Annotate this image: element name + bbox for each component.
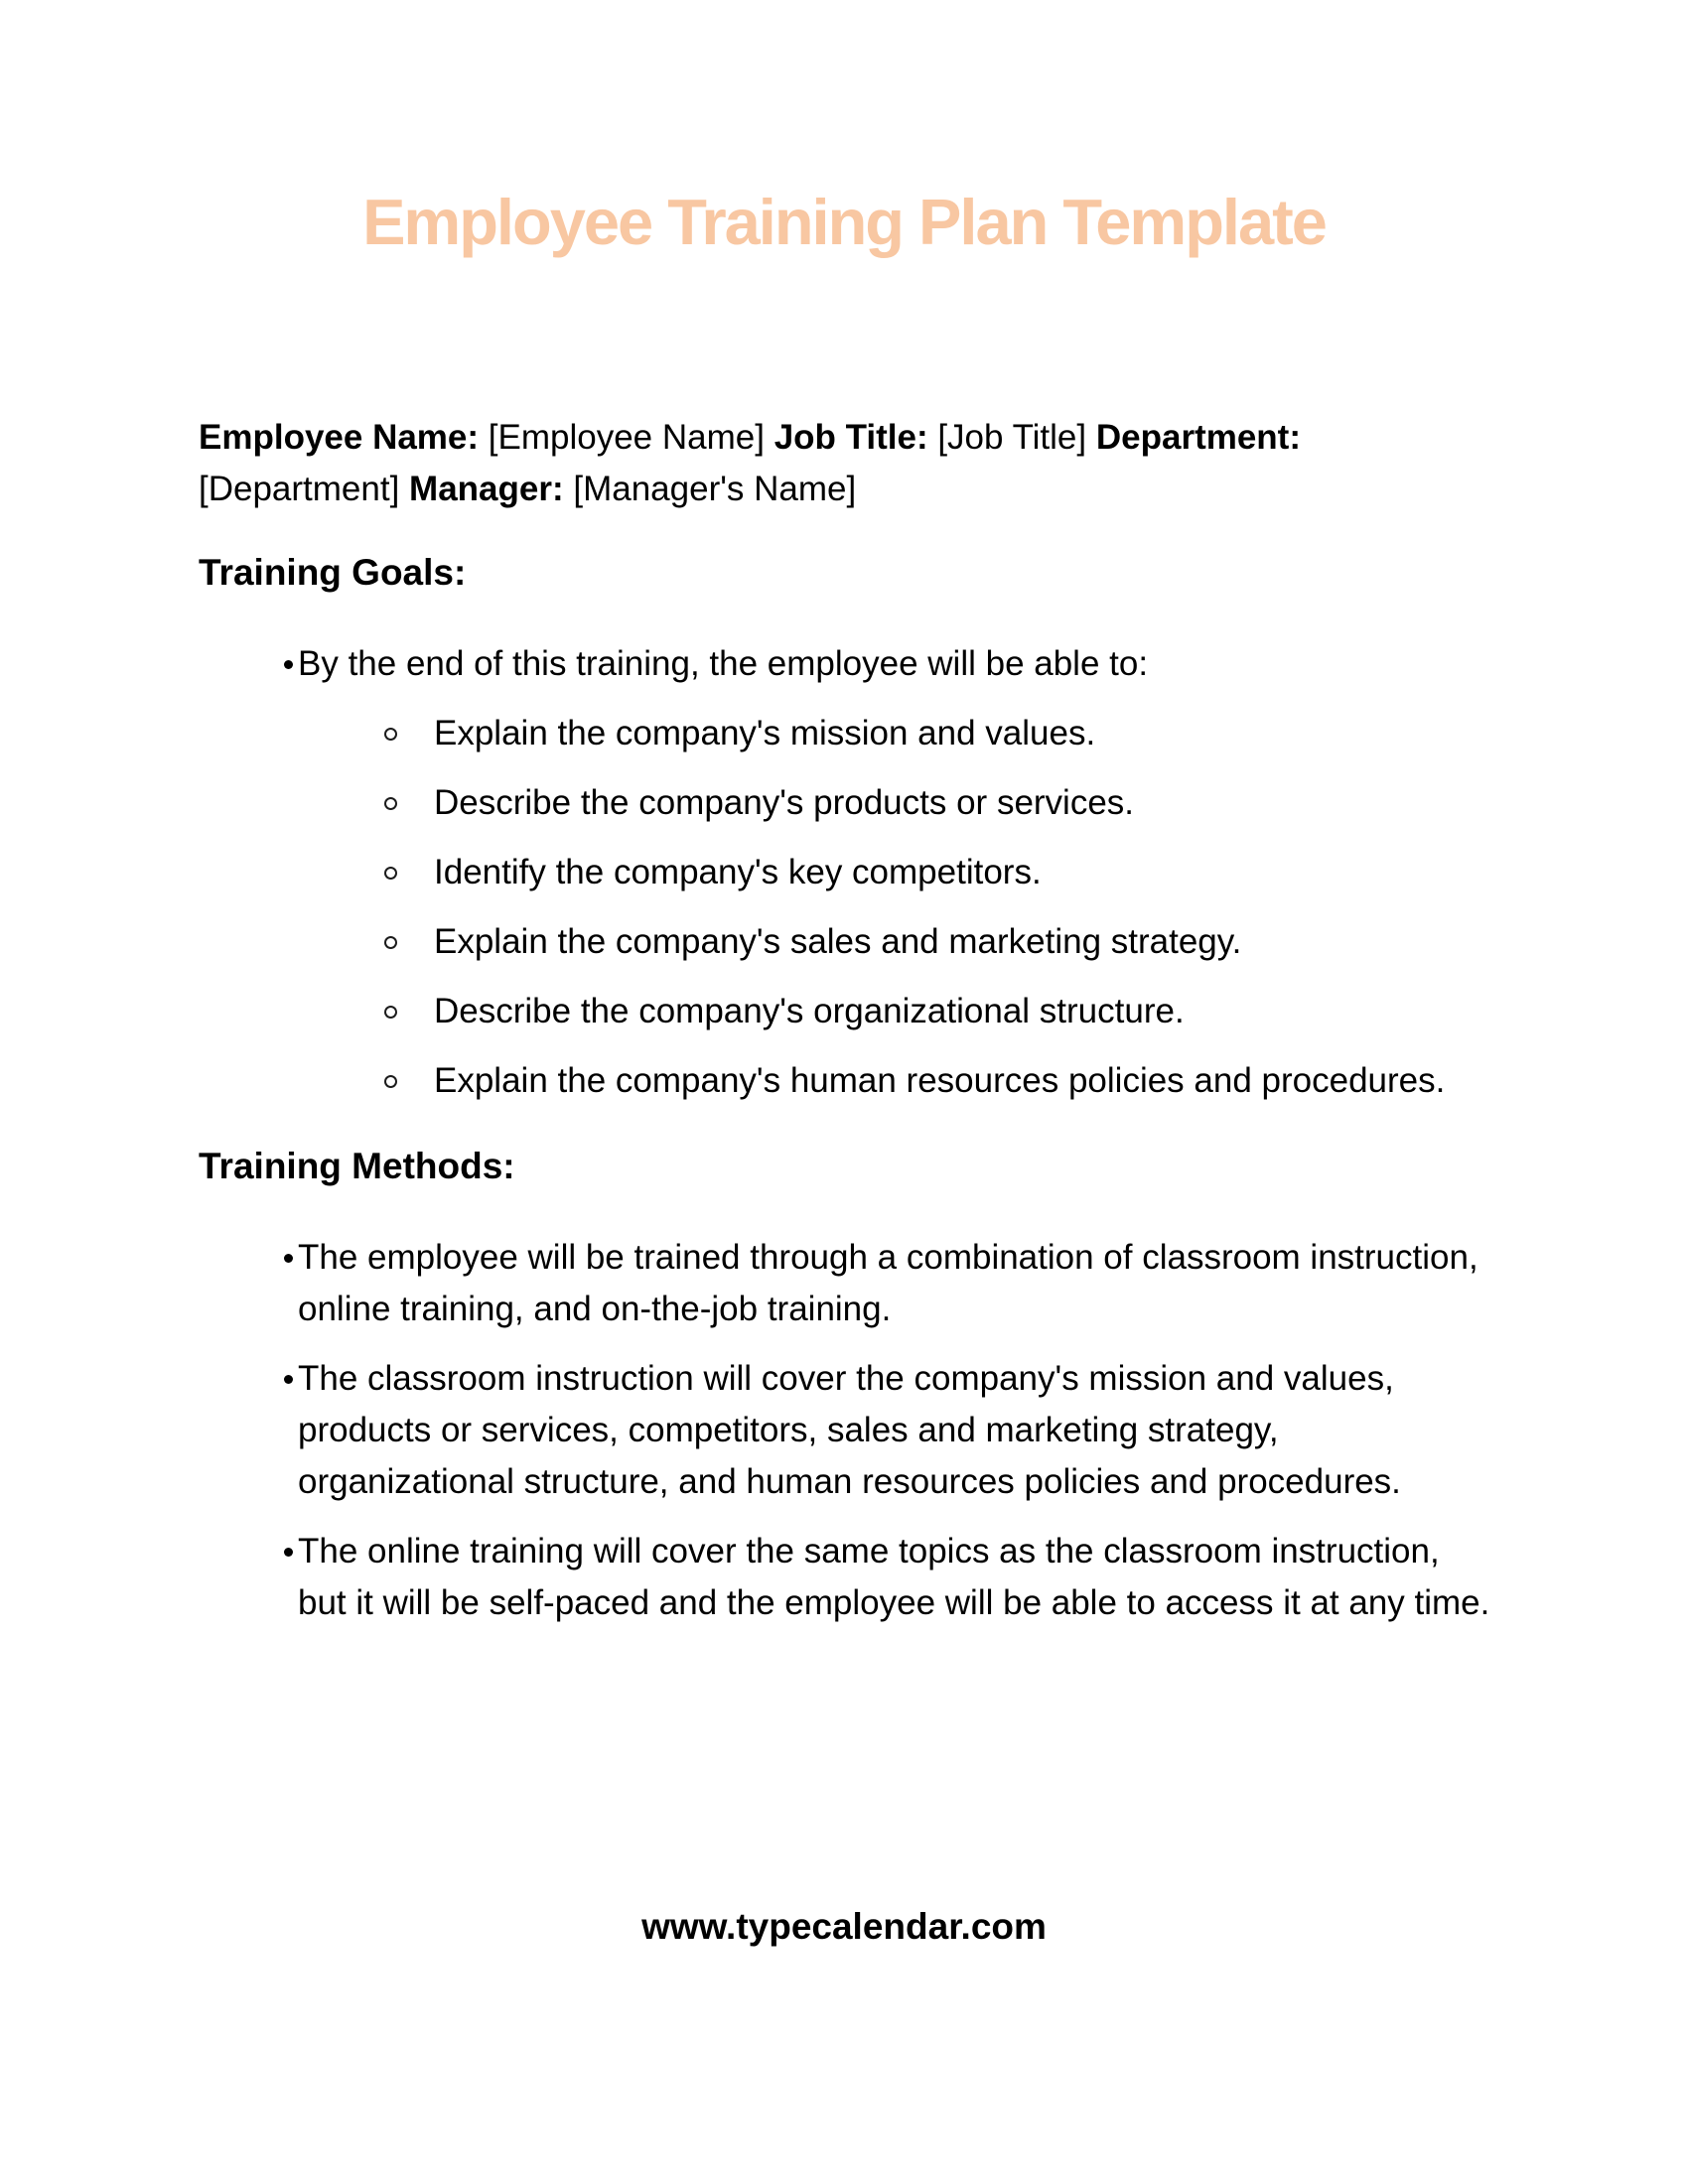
info-label-department: Department: bbox=[1095, 418, 1301, 457]
list-item-method-1 bbox=[199, 1232, 1494, 1335]
circle-bullet-icon bbox=[384, 936, 397, 949]
page-title: Employee Training Plan Template bbox=[362, 186, 1326, 258]
list-item-goal-6 bbox=[199, 1055, 1494, 1107]
employee-info-paragraph bbox=[199, 412, 1494, 515]
list-item-text: The employee will be trained through a combination of classroom instruction, online training, and on-the-job training. bbox=[298, 1238, 1478, 1328]
document-body bbox=[199, 412, 1494, 1629]
list-item-goals-intro bbox=[199, 638, 1494, 690]
training-methods-heading: Training Methods: bbox=[199, 1146, 515, 1186]
training-goals-heading: Training Goals: bbox=[199, 552, 467, 593]
bullet-icon bbox=[284, 1375, 293, 1384]
bullet-icon bbox=[284, 1254, 293, 1263]
circle-bullet-icon bbox=[384, 797, 397, 810]
circle-bullet-icon bbox=[384, 1006, 397, 1019]
bullet-icon bbox=[284, 1548, 293, 1557]
list-item-goal-3 bbox=[199, 847, 1494, 898]
list-item-method-3 bbox=[199, 1526, 1494, 1629]
list-item-text: Describe the company's products or services. bbox=[434, 783, 1135, 822]
info-label-job-title: Job Title: bbox=[774, 418, 928, 457]
list-item-text: Explain the company's mission and values. bbox=[434, 714, 1096, 752]
list-item-method-2 bbox=[199, 1353, 1494, 1508]
bullet-icon bbox=[284, 660, 293, 669]
list-item-goal-2 bbox=[199, 777, 1494, 829]
info-label-employee-name: Employee Name: bbox=[199, 418, 480, 457]
list-item-text: Identify the company's key competitors. bbox=[434, 853, 1042, 891]
list-item-text: Explain the company's human resources policies and procedures. bbox=[434, 1061, 1446, 1100]
list-item-text: Describe the company's organizational structure. bbox=[434, 992, 1185, 1030]
circle-bullet-icon bbox=[384, 867, 397, 880]
info-value-job-title: [Job Title] bbox=[927, 418, 1096, 457]
footer-text: www.typecalendar.com bbox=[641, 1906, 1047, 1947]
info-value-department: [Department] bbox=[199, 470, 410, 508]
list-item-goal-5 bbox=[199, 986, 1494, 1037]
list-item-text: Explain the company's sales and marketing strategy. bbox=[434, 922, 1242, 961]
list-item-text: The classroom instruction will cover the company's mission and values, products or services, competitors, sales and marketing strategy, organizational structure, and human resources policies and procedures. bbox=[298, 1359, 1401, 1501]
list-item-text: By the end of this training, the employee will be able to: bbox=[298, 644, 1149, 683]
list-item-goal-1 bbox=[199, 708, 1494, 759]
circle-bullet-icon bbox=[384, 728, 397, 741]
circle-bullet-icon bbox=[384, 1075, 397, 1088]
info-label-manager: Manager: bbox=[409, 470, 564, 508]
list-item-text: The online training will cover the same topics as the classroom instruction, but it will be self-paced and the employee will be able to access it at any time. bbox=[298, 1532, 1490, 1622]
info-value-manager: [Manager's Name] bbox=[563, 470, 857, 508]
list-item-goal-4 bbox=[199, 916, 1494, 968]
info-value-employee-name: [Employee Name] bbox=[479, 418, 774, 457]
